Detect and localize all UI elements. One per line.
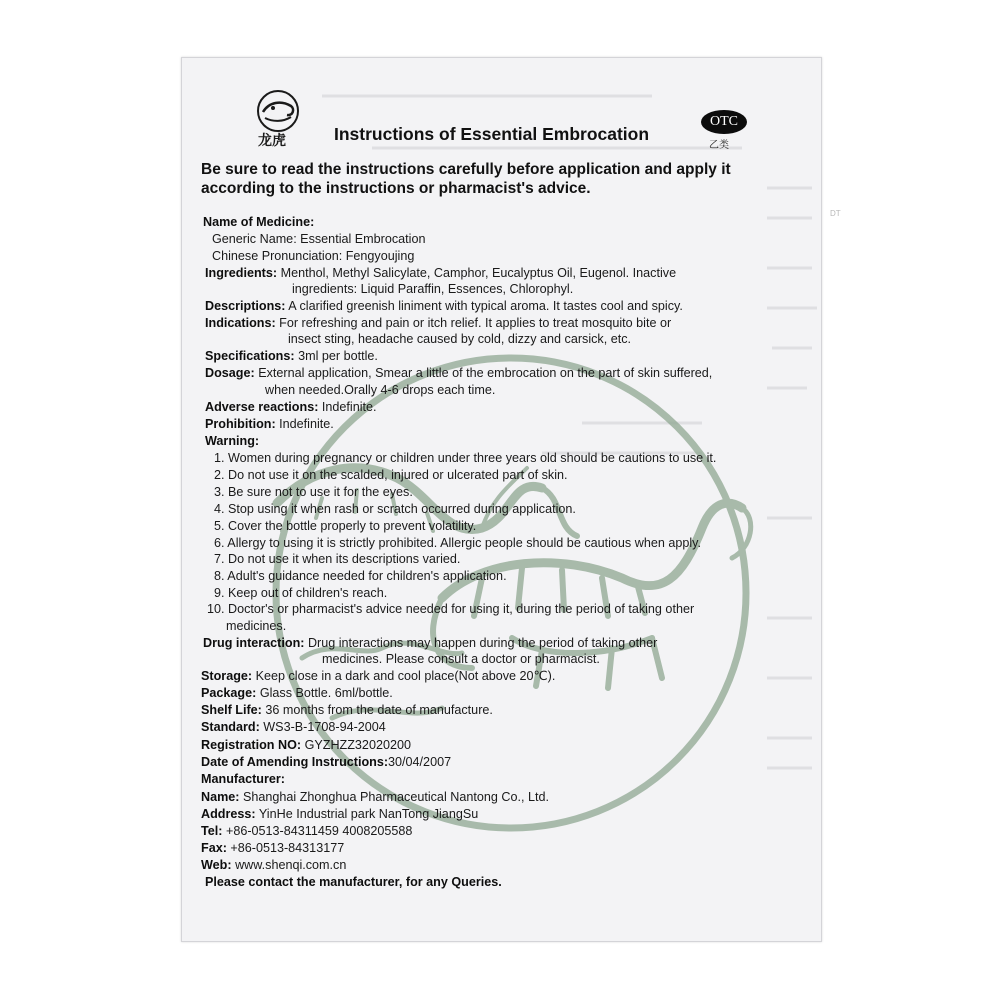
- manufacturer-tel: Tel: +86-0513-84311459 4008205588: [201, 824, 413, 838]
- standard: Standard: WS3-B-1708-94-2004: [201, 720, 386, 734]
- warning-item: 1. Women during pregnancy or children under three years old should be cautions to use it.: [214, 451, 717, 465]
- chinese-pronunciation: Chinese Pronunciation: Fengyoujing: [212, 249, 415, 263]
- side-mark: DT: [830, 209, 841, 218]
- package: Package: Glass Bottle. 6ml/bottle.: [201, 686, 393, 700]
- closing-note: Please contact the manufacturer, for any Queries.: [205, 875, 502, 889]
- warning-item: 5. Cover the bottle properly to prevent volatility.: [214, 519, 477, 533]
- date-of-amending: Date of Amending Instructions:30/04/2007: [201, 755, 452, 769]
- registration-number: Registration NO: GYZHZZ32020200: [201, 738, 411, 752]
- name-of-medicine-heading: Name of Medicine:: [203, 215, 315, 229]
- warning-item: 4. Stop using it when rash or scratch occurred during application.: [214, 502, 576, 516]
- warning-item: 10. Doctor's or pharmacist's advice needed for using it, during the period of taking other: [207, 602, 695, 616]
- adverse-reactions: Adverse reactions: Indefinite.: [205, 400, 377, 414]
- manufacturer-address: Address: YinHe Industrial park NanTong JiangSu: [201, 807, 479, 821]
- drug-interaction-cont: medicines. Please consult a doctor or pharmacist.: [322, 652, 600, 666]
- logo-text: 龙虎: [258, 133, 286, 149]
- otc-class: 乙类: [709, 140, 729, 151]
- warning-item: 7. Do not use it when its descriptions varied.: [214, 552, 461, 566]
- dosage-cont: when needed.Orally 4-6 drops each time.: [265, 383, 496, 397]
- ingredients-cont: ingredients: Liquid Paraffin, Essences, Chlorophyl.: [292, 282, 574, 296]
- instruction-leaflet: [181, 57, 822, 942]
- ingredients: Ingredients: Menthol, Methyl Salicylate, Camphor, Eucalyptus Oil, Eugenol. Inactive: [205, 266, 677, 280]
- dosage: Dosage: External application, Smear a little of the embrocation on the part of skin suffered,: [205, 366, 713, 380]
- intro-notice: Be sure to read the instructions carefully before application and apply it according to the instructions or pharmacist's advice.: [201, 161, 731, 197]
- otc-badge: OTC: [701, 110, 747, 134]
- manufacturer-heading: Manufacturer:: [201, 772, 285, 786]
- indications: Indications: For refreshing and pain or itch relief. It applies to treat mosquito bite or: [205, 316, 672, 330]
- manufacturer-fax: Fax: +86-0513-84313177: [201, 841, 345, 855]
- descriptions: Descriptions: A clarified greenish liniment with typical aroma. It tastes cool and spicy.: [205, 299, 683, 313]
- warning-item: 8. Adult's guidance needed for children's application.: [214, 569, 507, 583]
- warning-item: 6. Allergy to using it is strictly prohibited. Allergic people should be cautious when apply.: [214, 536, 701, 550]
- manufacturer-web: Web: www.shenqi.com.cn: [201, 858, 347, 872]
- document-title: Instructions of Essential Embrocation: [334, 124, 650, 144]
- warning-heading: Warning:: [205, 434, 260, 448]
- warning-item: 2. Do not use it on the scalded, injured or ulcerated part of skin.: [214, 468, 568, 482]
- indications-cont: insect sting, headache caused by cold, dizzy and carsick, etc.: [288, 332, 632, 346]
- warning-item: 3. Be sure not to use it for the eyes.: [214, 485, 413, 499]
- storage: Storage: Keep close in a dark and cool place(Not above 20℃).: [201, 669, 556, 683]
- generic-name: Generic Name: Essential Embrocation: [212, 232, 426, 246]
- warning-item-cont: medicines.: [226, 619, 287, 633]
- specifications: Specifications: 3ml per bottle.: [205, 349, 378, 363]
- prohibition: Prohibition: Indefinite.: [205, 417, 334, 431]
- manufacturer-name: Name: Shanghai Zhonghua Pharmaceutical Nantong Co., Ltd.: [201, 790, 549, 804]
- drug-interaction: Drug interaction: Drug interactions may happen during the period of taking other: [203, 636, 658, 650]
- warning-item: 9. Keep out of children's reach.: [214, 586, 388, 600]
- leaflet-content: [182, 58, 821, 941]
- shelf-life: Shelf Life: 36 months from the date of manufacture.: [201, 703, 493, 717]
